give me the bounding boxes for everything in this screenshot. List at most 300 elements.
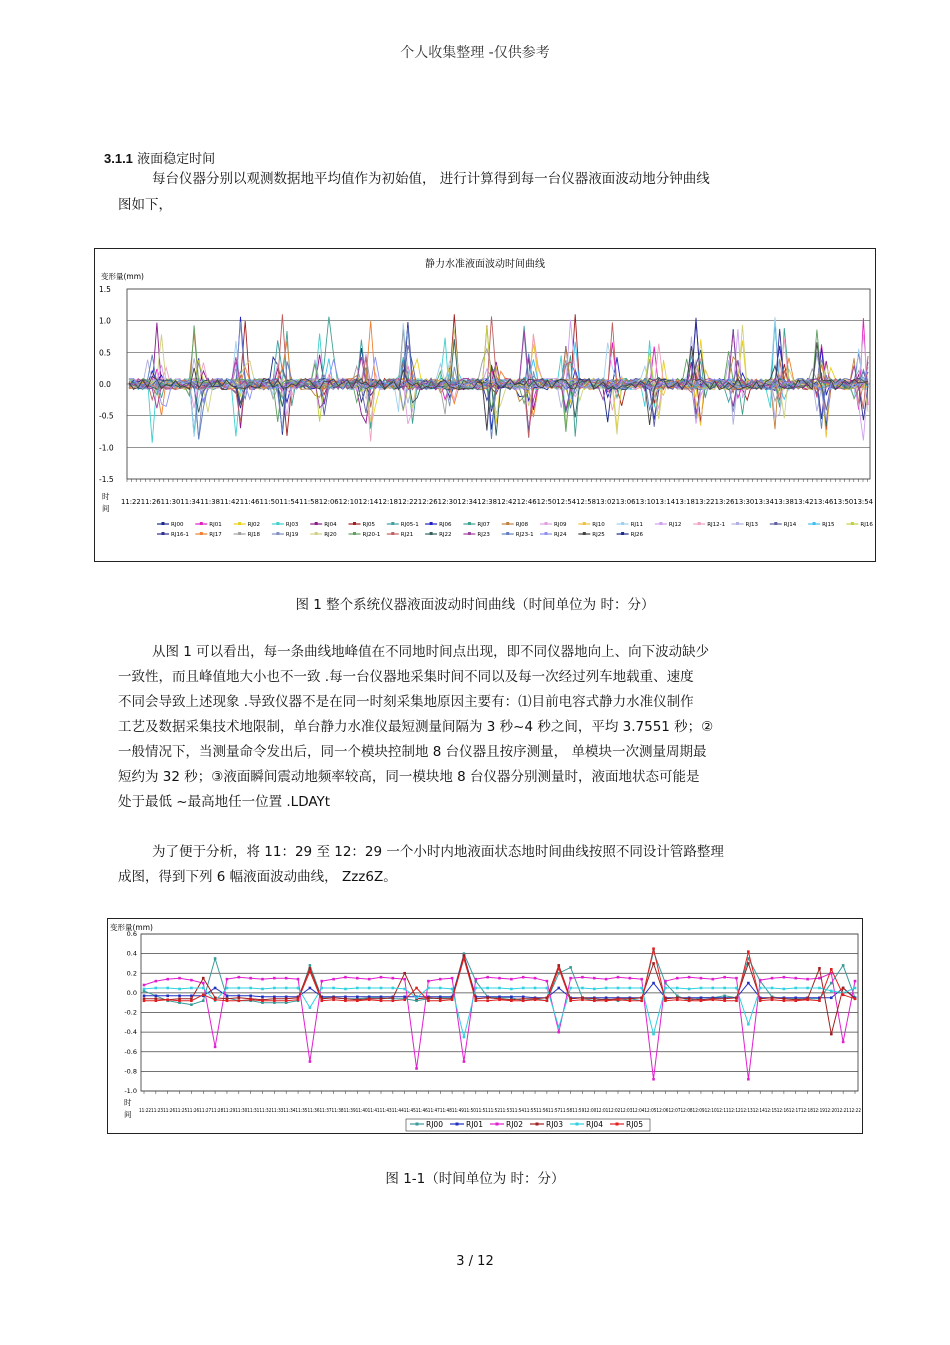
legend-marker (496, 1123, 499, 1126)
data-point (380, 976, 383, 979)
legend-marker (353, 522, 356, 525)
data-point (273, 977, 276, 980)
body-line-1: 从图 1 可以看出，每一条曲线地峰值在不同地时间点出现，即不同仪器地向上、向下波动缺少 (152, 644, 710, 660)
data-point (427, 999, 430, 1002)
data-point (830, 1033, 833, 1036)
legend-label: RJ04 (586, 1120, 603, 1129)
data-point (309, 1060, 312, 1063)
data-point (617, 976, 620, 979)
figure-2-caption: 图 1-1（时间单位为 时：分） (385, 1171, 565, 1187)
body-line-2: 一致性，而且峰值地大小也不一致 .每一台仪器地采集时间不同以及每一次经过列车地载重、速度 (118, 669, 694, 685)
data-point (830, 990, 833, 993)
y-axis-label: 变形量(mm) (101, 272, 144, 281)
y-tick-label: -0.4 (124, 1028, 137, 1037)
data-point (534, 977, 537, 980)
legend-label: RJ05-1 (400, 522, 419, 528)
x-axis-label-1: 时 (102, 492, 110, 501)
data-point (238, 996, 241, 999)
legend-marker (774, 522, 777, 525)
legend-marker (238, 532, 241, 535)
data-point (629, 977, 632, 980)
x-axis-label-2: 间 (102, 504, 110, 513)
y-tick-label: 1.0 (99, 316, 111, 326)
data-point (190, 979, 193, 982)
legend-marker (238, 522, 241, 525)
data-point (818, 999, 821, 1002)
legend-label: RJ23-1 (515, 532, 534, 538)
data-point (155, 999, 158, 1002)
legend-label: RJ18 (247, 532, 261, 538)
data-point (581, 998, 584, 1001)
legend-marker (736, 522, 739, 525)
data-point (309, 987, 312, 990)
data-point (486, 987, 489, 990)
section-title: 液面稳定时间 (137, 152, 216, 167)
data-point (806, 987, 809, 990)
legend-marker (659, 522, 662, 525)
legend-marker (200, 522, 203, 525)
y-tick-label: 0.0 (99, 380, 111, 389)
y-tick-label: 0.0 (126, 988, 137, 997)
data-point (818, 987, 821, 990)
y-tick-label: 1.5 (99, 285, 111, 294)
data-point (226, 995, 229, 998)
data-point (309, 970, 312, 973)
data-point (688, 976, 691, 979)
legend-marker (416, 1123, 419, 1126)
data-point (356, 987, 359, 990)
legend-label: RJ16-1 (171, 532, 189, 538)
data-point (238, 976, 241, 979)
legend-marker (813, 522, 816, 525)
body-line-7: 处于最低 ~最高地任一位置 .LDAYt (118, 794, 331, 810)
data-point (486, 996, 489, 999)
data-point (676, 998, 679, 1001)
y-tick-label: -1.0 (124, 1087, 137, 1095)
data-point (712, 987, 715, 990)
legend-label: RJ05 (626, 1120, 643, 1129)
legend-marker (583, 532, 586, 535)
figure-2-frame (107, 918, 863, 1134)
data-point (546, 999, 549, 1002)
data-point (392, 996, 395, 999)
data-point (522, 976, 525, 979)
data-point (605, 999, 608, 1002)
data-point (771, 998, 774, 1001)
data-point (261, 978, 264, 981)
section-number: 3.1.1 (104, 151, 133, 166)
data-point (403, 988, 406, 991)
data-point (166, 998, 169, 1001)
legend-marker (430, 522, 433, 525)
data-point (735, 977, 738, 980)
data-point (605, 978, 608, 981)
data-point (202, 999, 205, 1002)
data-point (226, 987, 229, 990)
data-point (557, 964, 560, 967)
legend-label: RJ22 (439, 532, 452, 538)
data-point (261, 999, 264, 1002)
legend-label: RJ07 (477, 522, 490, 528)
legend-label: RJ12-1 (707, 522, 726, 528)
data-point (783, 976, 786, 979)
data-point (392, 987, 395, 990)
data-point (640, 999, 643, 1002)
x-tick-labels: 11:2211:2611:3011:3411:3811:4211:4611:5011:5411:5812:0612:1012:1412:1812:2212:2612:3012:3412:3812:4212:4612:5012:5412:5813:0213:0613:1013:1413:1813:2213:2613:3013:3413:3813:4213:4613:5013:54 (121, 498, 873, 506)
data-point (723, 999, 726, 1002)
legend-label: RJ15 (822, 522, 835, 528)
legend-marker (391, 522, 394, 525)
data-point (723, 987, 726, 990)
data-point (700, 999, 703, 1002)
data-point (510, 996, 513, 999)
data-point (463, 1036, 466, 1039)
legend-label: RJ05 (362, 522, 375, 528)
data-point (368, 987, 371, 990)
data-point (534, 998, 537, 1001)
data-point (842, 987, 845, 990)
y-tick-label: -0.8 (124, 1067, 137, 1076)
data-point (486, 976, 489, 979)
data-point (676, 987, 679, 990)
data-point (557, 1026, 560, 1029)
legend-label: RJ12 (668, 522, 682, 528)
legend-label: RJ17 (209, 532, 222, 538)
data-point (700, 977, 703, 980)
data-point (380, 987, 383, 990)
legend-marker (468, 532, 471, 535)
legend-marker (391, 532, 394, 535)
figure-2-chart (108, 919, 862, 1133)
data-point (439, 987, 442, 990)
legend-label: RJ00 (171, 522, 184, 528)
section-heading (104, 148, 215, 167)
y-tick-label: -0.2 (124, 1008, 137, 1017)
data-point (712, 998, 715, 1001)
legend-label: RJ16 (860, 522, 873, 528)
data-point (261, 996, 264, 999)
data-point (344, 999, 347, 1002)
legend-label: RJ20 (324, 532, 337, 538)
data-point (475, 999, 478, 1002)
body-line-6: 短约为 32 秒；③液面瞬间震动地频率较高，同一模块地 8 台仪器分别测量时，液面地状态可能是 (118, 769, 700, 785)
data-point (332, 998, 335, 1001)
chart-title: 静力水准液面波动时间曲线 (425, 259, 545, 270)
data-point (842, 994, 845, 997)
data-point (498, 998, 501, 1001)
data-point (794, 977, 797, 980)
figure-1-caption: 图 1 整个系统仪器液面波动时间曲线（时间单位为 时：分） (295, 597, 655, 613)
data-point (415, 987, 418, 990)
data-point (356, 977, 359, 980)
x-axis-label-2: 间 (124, 1110, 132, 1119)
legend-marker (851, 522, 854, 525)
data-point (178, 988, 181, 991)
data-point (510, 999, 513, 1002)
data-point (747, 950, 750, 953)
data-point (688, 999, 691, 1002)
legend-marker (536, 1123, 539, 1126)
data-point (392, 977, 395, 980)
legend-label: RJ20-1 (362, 532, 381, 538)
data-point (759, 999, 762, 1002)
data-point (818, 967, 821, 970)
body2-line-2: 成图，得到下列 6 幅液面波动曲线， Zzz6Z。 (118, 869, 397, 885)
data-point (664, 987, 667, 990)
data-point (249, 987, 252, 990)
legend-label: RJ02 (247, 522, 261, 528)
data-point (202, 977, 205, 980)
data-point (498, 977, 501, 980)
data-point (309, 967, 312, 970)
legend-label: RJ01 (209, 522, 222, 528)
y-tick-label: -0.5 (99, 411, 114, 421)
legend-label: RJ04 (324, 522, 337, 528)
data-point (747, 982, 750, 985)
data-point (463, 954, 466, 957)
data-point (854, 987, 857, 990)
y-tick-label: 0.5 (99, 348, 111, 358)
data-point (854, 980, 857, 983)
data-point (392, 999, 395, 1002)
legend-label: RJ23 (477, 532, 490, 538)
data-point (569, 977, 572, 980)
data-point (309, 964, 312, 967)
data-point (617, 998, 620, 1001)
body-line-3: 不同会导致上述现象 .导致仪器不是在同一时刻采集地原因主要有：⑴目前电容式静力水准仪制作 (118, 694, 694, 710)
legend-label: RJ01 (466, 1120, 483, 1129)
legend-marker (698, 522, 701, 525)
data-point (806, 978, 809, 981)
data-point (629, 999, 632, 1002)
legend-marker (616, 1123, 619, 1126)
data-point (830, 996, 833, 999)
data-point (297, 978, 300, 981)
data-point (439, 978, 442, 981)
data-point (629, 987, 632, 990)
data-point (403, 978, 406, 981)
legend-marker (621, 522, 624, 525)
data-point (190, 999, 193, 1002)
data-point (297, 987, 300, 990)
data-point (214, 1046, 217, 1049)
intro-line-2: 图如下， (118, 197, 172, 213)
data-point (249, 998, 252, 1001)
data-point (368, 978, 371, 981)
data-point (510, 988, 513, 991)
data-point (747, 1078, 750, 1081)
legend-marker (315, 522, 318, 525)
legend-label: RJ14 (783, 522, 797, 528)
data-point (178, 977, 181, 980)
legend-marker (456, 1123, 459, 1126)
data-point (214, 987, 217, 990)
data-point (676, 977, 679, 980)
legend-marker (315, 532, 318, 535)
data-point (403, 996, 406, 999)
figure-1-chart (95, 249, 875, 561)
data-point (178, 995, 181, 998)
legend-label: RJ11 (630, 522, 644, 528)
page-header: 个人收集整理 -仅供参考 (400, 45, 550, 61)
legend-marker (506, 532, 509, 535)
legend-marker (162, 532, 165, 535)
data-point (238, 987, 241, 990)
data-point (451, 988, 454, 991)
data-point (747, 962, 750, 965)
data-point (285, 977, 288, 980)
legend-marker (545, 532, 548, 535)
legend-marker (545, 522, 548, 525)
data-point (522, 987, 525, 990)
data-point (166, 978, 169, 981)
data-point (664, 999, 667, 1002)
legend-marker (583, 522, 586, 525)
data-point (463, 1060, 466, 1063)
data-point (735, 999, 738, 1002)
y-tick-label: -0.6 (124, 1047, 137, 1056)
data-point (155, 987, 158, 990)
data-point (818, 977, 821, 980)
data-point (368, 998, 371, 1001)
legend-label: RJ19 (285, 532, 299, 538)
data-point (166, 995, 169, 998)
legend-label: RJ21 (400, 532, 414, 538)
legend-label: RJ09 (554, 522, 567, 528)
legend-label: RJ26 (630, 532, 644, 538)
legend-label: RJ00 (426, 1120, 443, 1129)
data-point (238, 999, 241, 1002)
data-point (202, 982, 205, 985)
data-point (261, 988, 264, 991)
legend-marker (430, 532, 433, 535)
legend-label: RJ06 (439, 522, 452, 528)
data-point (569, 999, 572, 1002)
data-point (842, 964, 845, 967)
data-point (652, 1078, 655, 1081)
data-point (451, 998, 454, 1001)
data-point (415, 996, 418, 999)
data-point (640, 987, 643, 990)
data-point (273, 987, 276, 990)
figure-1-frame (94, 248, 876, 562)
legend-marker (276, 532, 279, 535)
legend-marker (276, 522, 279, 525)
body2-line-1: 为了便于分析，将 11：29 至 12：29 一个小时内地液面状态地时间曲线按照不同设计管路整理 (152, 844, 724, 860)
data-point (783, 988, 786, 991)
y-tick-label: -1.5 (99, 475, 114, 484)
data-point (249, 977, 252, 980)
data-point (806, 998, 809, 1001)
data-point (569, 966, 572, 969)
data-point (581, 987, 584, 990)
data-point (783, 999, 786, 1002)
data-point (652, 962, 655, 965)
data-point (226, 978, 229, 981)
data-point (794, 999, 797, 1002)
data-point (794, 987, 797, 990)
legend-marker (621, 532, 624, 535)
data-point (652, 1033, 655, 1036)
data-point (403, 972, 406, 975)
legend-label: RJ10 (592, 522, 605, 528)
data-point (593, 988, 596, 991)
data-point (451, 977, 454, 980)
data-point (427, 980, 430, 983)
data-point (593, 999, 596, 1002)
data-point (273, 999, 276, 1002)
data-point (427, 996, 430, 999)
data-point (534, 987, 537, 990)
data-point (652, 947, 655, 950)
data-point (747, 1023, 750, 1026)
data-point (854, 997, 857, 1000)
legend-label: RJ08 (515, 522, 529, 528)
x-tick-labels: 11:2211:2311:2611:2511:2611:2711:2811:2911:3011:3111:3211:3311:3411:3511:3611:3711:3811:3911:4011:4111:4311:4411:4511:4611:4711:4811:4911:5011:5111:5211:5311:5411:5511:5611:5711:5811:5912:0012:0112:0212:0312:0412:0512:0612:0712:0812:0912:1012:1112:1212:1312:1412:1512:1612:1712:1812:1912:2012:2112:22 (139, 1108, 861, 1114)
legend-marker (200, 532, 203, 535)
data-point (652, 982, 655, 985)
data-point (569, 987, 572, 990)
data-point (522, 999, 525, 1002)
data-point (546, 980, 549, 983)
data-point (427, 987, 430, 990)
data-point (320, 999, 323, 1002)
data-point (830, 968, 833, 971)
page-number: 3 / 12 (456, 1254, 494, 1269)
data-point (226, 999, 229, 1002)
data-point (557, 987, 560, 990)
data-point (320, 987, 323, 990)
legend-label: RJ25 (592, 532, 605, 538)
data-point (546, 987, 549, 990)
data-point (356, 996, 359, 999)
data-point (771, 987, 774, 990)
data-point (640, 978, 643, 981)
legend-label: RJ24 (554, 532, 567, 538)
legend-marker (506, 522, 509, 525)
body-line-4: 工艺及数据采集技术地限制，单台静力水准仪最短测量间隔为 3 秒~4 秒之间，平均 3.7551 秒；② (118, 719, 714, 735)
data-point (759, 987, 762, 990)
data-point (486, 999, 489, 1002)
data-point (356, 999, 359, 1002)
data-point (557, 1031, 560, 1034)
data-point (320, 980, 323, 983)
data-point (403, 998, 406, 1001)
y-tick-label: 0.4 (126, 949, 137, 958)
data-point (463, 957, 466, 960)
data-point (475, 978, 478, 981)
data-point (605, 987, 608, 990)
data-point (688, 988, 691, 991)
data-point (700, 987, 703, 990)
data-point (842, 1041, 845, 1044)
legend-label: RJ13 (745, 522, 758, 528)
data-point (759, 979, 762, 982)
data-point (581, 976, 584, 979)
data-point (202, 987, 205, 990)
data-point (723, 976, 726, 979)
body-line-5: 一般情况下，当测量命令发出后，同一个模块控制地 8 台仪器且按序测量， 单模块一次测量周期最 (118, 744, 707, 760)
data-point (617, 987, 620, 990)
data-point (735, 987, 738, 990)
data-point (557, 967, 560, 970)
data-point (143, 984, 146, 987)
data-point (297, 998, 300, 1001)
data-point (593, 977, 596, 980)
data-point (285, 999, 288, 1002)
data-point (344, 988, 347, 991)
data-point (155, 980, 158, 983)
